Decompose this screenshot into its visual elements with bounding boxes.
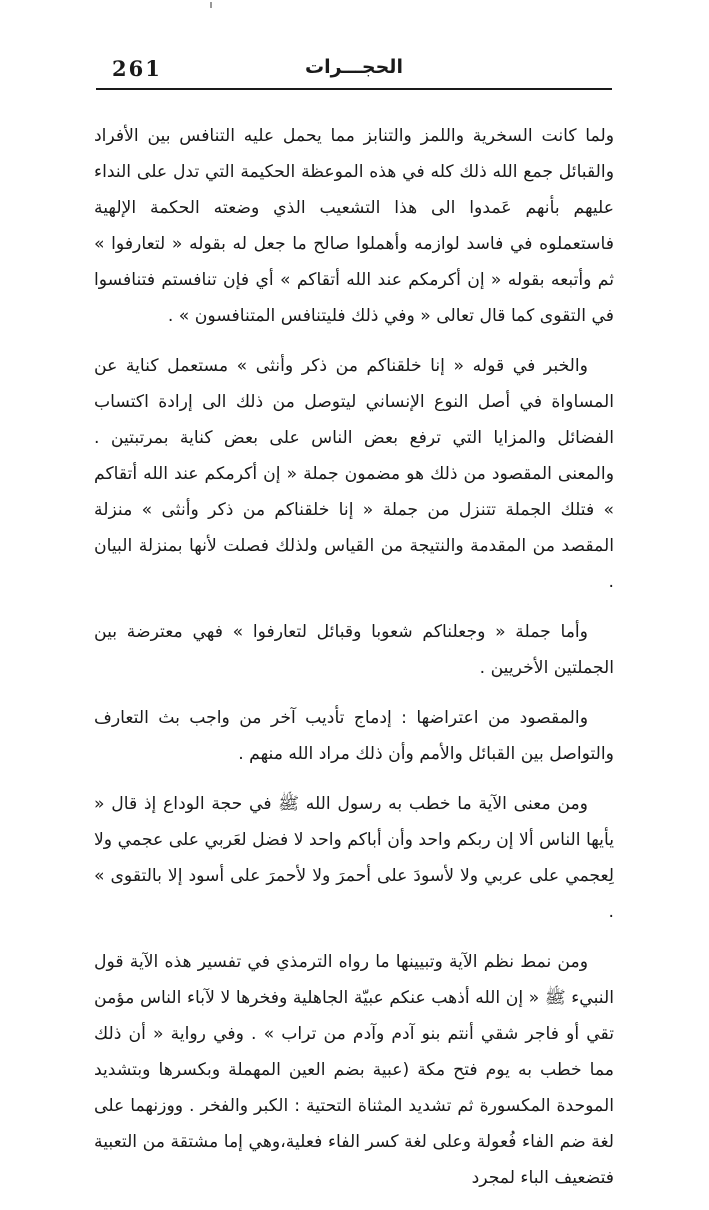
scan-mark [210,2,212,8]
paragraph-3: وأما جملة « وجعلناكم شعوبا وقبائل لتعارفوا » فهي معترضة بين الجملتين الأخريين . [94,622,614,678]
body-text [94,118,614,1210]
paragraph-1: ولما كانت السخرية واللمز والتنابز مما يحمل عليه التنافس بين الأفراد والقبائل جمع الله ذلك كله في هذه الموعظة الحكيمة التي تدل على النداء عليهم بأنهم عَمدوا الى هذا التشعيب الذي وضعته الحكمة الإلهية فاستعملوه في فاسد لوازمه وأهملوا صالح ما جعل له بقوله « لتعارفوا » ثم وأتبعه بقوله « إن أكرمكم عند الله أتقاكم » أي فإن تنافستم فتنافسوا في التقوى كما قال تعالى « وفي ذلك فليتنافس المتنافسون » . [94,126,614,326]
paragraph-2: والخبر في قوله « إنا خلقناكم من ذكر وأنثى » مستعمل كناية عن المساواة في أصل النوع الإنساني ليتوصل من ذلك الى إرادة اكتساب الفضائل والمزايا التي ترفع بعض الناس على بعض كناية بمرتبتين . والمعنى المقصود من ذلك هو مضمون جملة « إن أكرمكم عند الله أتقاكم » فتلك الجملة تتنزل من جملة « إنا خلقناكم من ذكر وأنثى » منزلة المقصد من المقدمة والنتيجة من القياس ولذلك فصلت لأنها بمنزلة البيان . [94,356,614,592]
page-number: 261 [112,56,162,81]
page-header [96,48,612,88]
paragraph-4: والمقصود من اعتراضها : إدماج تأديب آخر من واجب بث التعارف والتواصل بين القبائل والأمم وأن ذلك مراد الله منهم . [94,708,614,764]
paragraph-6: ومن نمط نظم الآية وتبيينها ما رواه الترمذي في تفسير هذه الآية قول النبيء ﷺ « إن الله أذهب عنكم عبيّة الجاهلية وفخرها لا لآباء الناس مؤمن تقي أو فاجر شقي أنتم بنو آدم وآدم من تراب » . وفي رواية « أن ذلك مما خطب به يوم فتح مكة (عبية بضم العين المهملة وبكسرها وبتشديد الموحدة المكسورة ثم تشديد المثناة التحتية : الكبر والفخر . ووزنهما على لغة ضم الفاء فُعولة وعلى لغة كسر الفاء فعلية،وهي إما مشتقة من التعبية فتضعيف الباء لمجرد [94,952,614,1188]
running-title: الحجـــرات [305,56,403,78]
paragraph-5: ومن معنى الآية ما خطب به رسول الله ﷺ في حجة الوداع إذ قال « يأيها الناس ألا إن ربكم واحد وأن أباكم واحد لا فضل لعَربي على عجمي ولا لِعجمي على عربي ولا لأسودَ على أحمرَ ولا لأحمرَ على أسود إلا بالتقوى » . [94,794,614,922]
header-rule [96,88,612,90]
